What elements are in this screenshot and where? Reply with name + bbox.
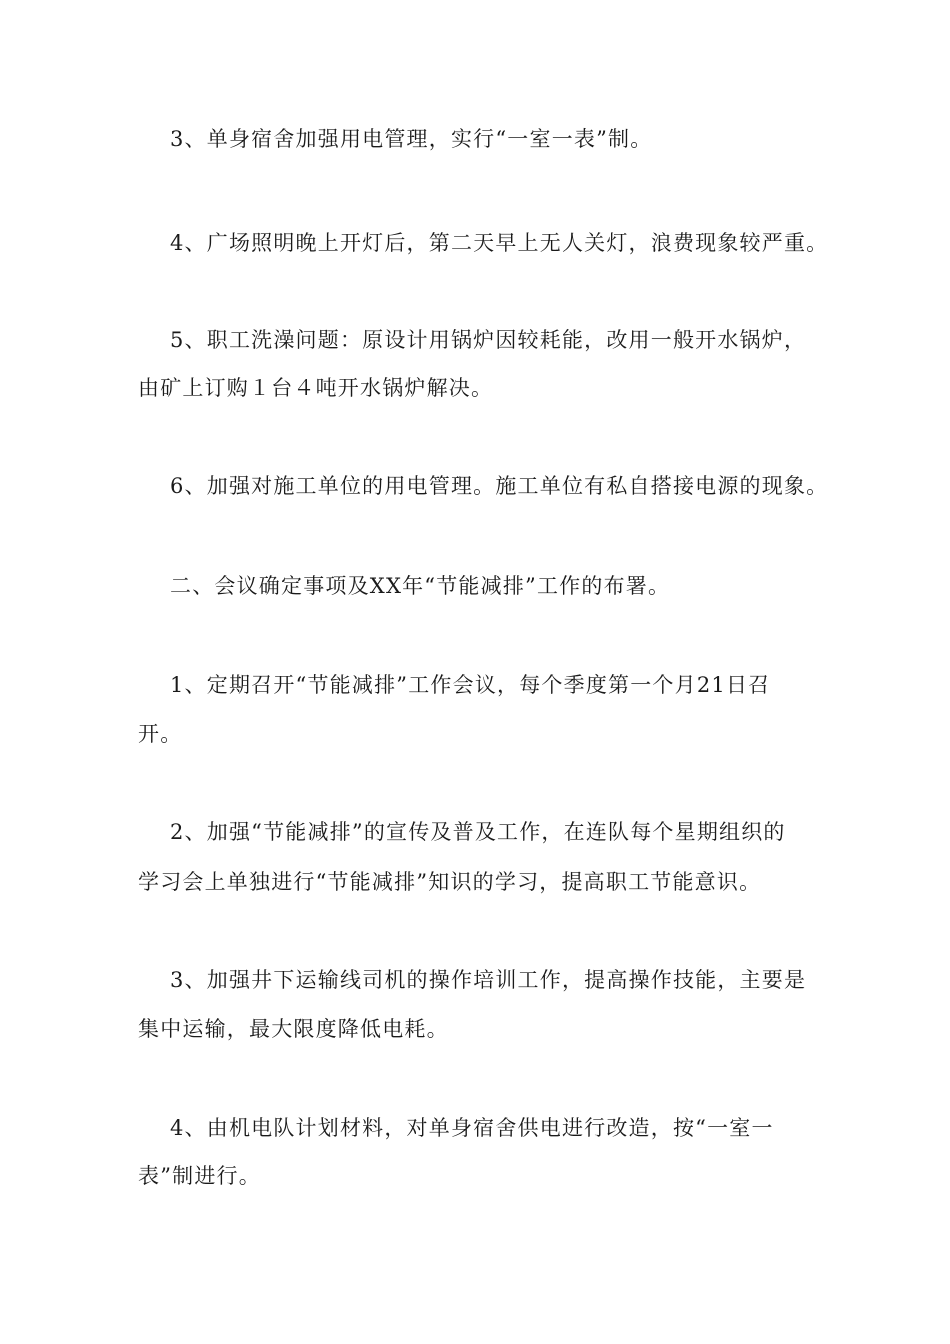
paragraph-line: 4、广场照明晚上开灯后，第二天早上无人关灯，浪费现象较严重。 <box>170 231 829 255</box>
paragraph-line: 4、由机电队计划材料，对单身宿舍供电进行改造，按“一室一 <box>170 1116 774 1140</box>
paragraph-line: 3、单身宿舍加强用电管理，实行“一室一表”制。 <box>170 127 653 151</box>
paragraph-line: 学习会上单独进行“节能减排”知识的学习，提高职工节能意识。 <box>138 870 762 894</box>
paragraph-line: 6、加强对施工单位的用电管理。施工单位有私自搭接电源的现象。 <box>170 474 829 498</box>
paragraph-line: 集中运输，最大限度降低电耗。 <box>138 1017 449 1041</box>
paragraph-line: 5、职工洗澡问题：原设计用锅炉因较耗能，改用一般开水锅炉， <box>170 328 807 352</box>
paragraph-line: 表”制进行。 <box>138 1164 261 1188</box>
paragraph-line: 2、加强“节能减排”的宣传及普及工作，在连队每个星期组织的 <box>170 820 786 844</box>
paragraph-line: 1、定期召开“节能减排”工作会议，每个季度第一个月21日召 <box>170 673 771 697</box>
paragraph-line: 二、会议确定事项及XX年“节能减排”工作的布署。 <box>170 574 671 598</box>
paragraph-line: 开。 <box>138 722 183 746</box>
paragraph-line: 由矿上订购１台４吨开水锅炉解决。 <box>138 376 494 400</box>
paragraph-line: 3、加强井下运输线司机的操作培训工作，提高操作技能，主要是 <box>170 968 807 992</box>
